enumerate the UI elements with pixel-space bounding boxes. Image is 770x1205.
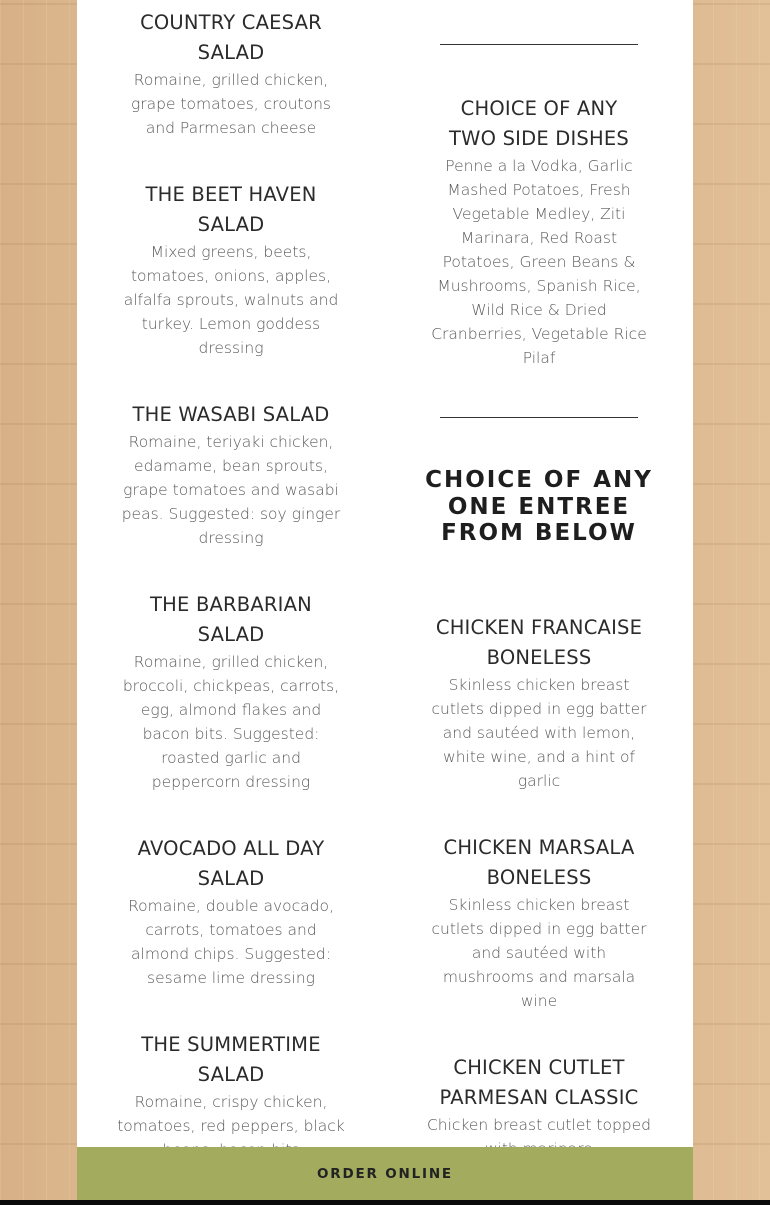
menu-item-title: THE WASABI SALAD — [132, 403, 330, 426]
menu-item-description: Romaine, crispy chicken, tomatoes, red peppers, black — [117, 1093, 345, 1135]
order-online-label: ORDER ONLINE — [317, 1165, 453, 1182]
menu-item — [111, 8, 351, 140]
menu-item-description: Romaine, teriyaki chicken, edamame, bean sprouts, grape tomatoes and wasabi peas. Suggested: soy ginger dressing — [121, 433, 341, 547]
menu-item-description: Chicken breast cutlet topped — [426, 1116, 652, 1134]
entree-heading: CHOICE OF ANY ONE ENTREE FROM BELOW — [425, 467, 653, 546]
wood-background-right — [693, 0, 770, 1205]
menu-item-title: THE BARBARIAN SALAD — [150, 593, 312, 646]
menu-item-title: CHICKEN MARSALA BONELESS — [443, 836, 635, 889]
menu-item-title: AVOCADO ALL DAY SALAD — [137, 837, 325, 890]
menu-item-description: Skinless chicken breast cutlets dipped in egg batter and sautéed with lemon, white wine, and a hint of garlic — [431, 676, 647, 790]
menu-item-title: CHICKEN CUTLET PARMESAN CLASSIC — [439, 1056, 639, 1109]
bottom-edge — [0, 1200, 770, 1205]
menu-item-description: Mixed greens, beets, tomatoes, onions, apples, alfalfa sprouts, walnuts and turkey. Lemon goddess dressing — [123, 243, 339, 357]
side-dishes-description: Penne a la Vodka, Garlic Mashed Potatoes, Fresh Vegetable Medley, Ziti Marinara, Red Roast Potatoes, Green Beans & Mushrooms, Spanish Rice, Wild Rice & Dried Cranberries, Vegetable Rice Pilaf — [431, 157, 647, 367]
menu-item — [111, 180, 351, 360]
menu-item — [111, 400, 351, 550]
menu-item-description: Romaine, grilled chicken, broccoli, chickpeas, carrots, egg, almond flakes and bacon bits. Suggested: roasted garlic and peppercorn dressing — [122, 653, 340, 791]
menu-item-description: Romaine, double avocado, carrots, tomatoes and almond chips. Suggested: sesame lime dressing — [128, 897, 334, 987]
section-divider — [440, 417, 638, 418]
menu-item — [419, 1053, 659, 1161]
menu-item — [111, 1030, 351, 1162]
menu-item — [419, 613, 659, 793]
side-dishes-title: CHOICE OF ANY TWO SIDE DISHES — [449, 97, 629, 150]
section-divider — [440, 44, 638, 45]
menu-item — [419, 833, 659, 1013]
menu-item-description: Romaine, grilled chicken, grape tomatoes, croutons and Parmesan cheese — [131, 71, 331, 137]
menu-item-description: Skinless chicken breast cutlets dipped in egg batter and sautéed with mushrooms and marsala wine — [431, 896, 647, 1010]
menu-item-title: THE BEET HAVEN SALAD — [145, 183, 317, 236]
menu-item — [111, 834, 351, 990]
menu-item — [111, 590, 351, 794]
menu-item-title: COUNTRY CAESAR SALAD — [140, 11, 322, 64]
wood-background-left — [0, 0, 77, 1205]
menu-panel — [77, 0, 693, 1205]
menu-item-title: CHICKEN FRANCAISE BONELESS — [435, 616, 643, 669]
menu-item-title: THE SUMMERTIME SALAD — [141, 1033, 321, 1086]
side-dishes-block — [419, 94, 659, 370]
order-online-button[interactable] — [77, 1147, 693, 1200]
